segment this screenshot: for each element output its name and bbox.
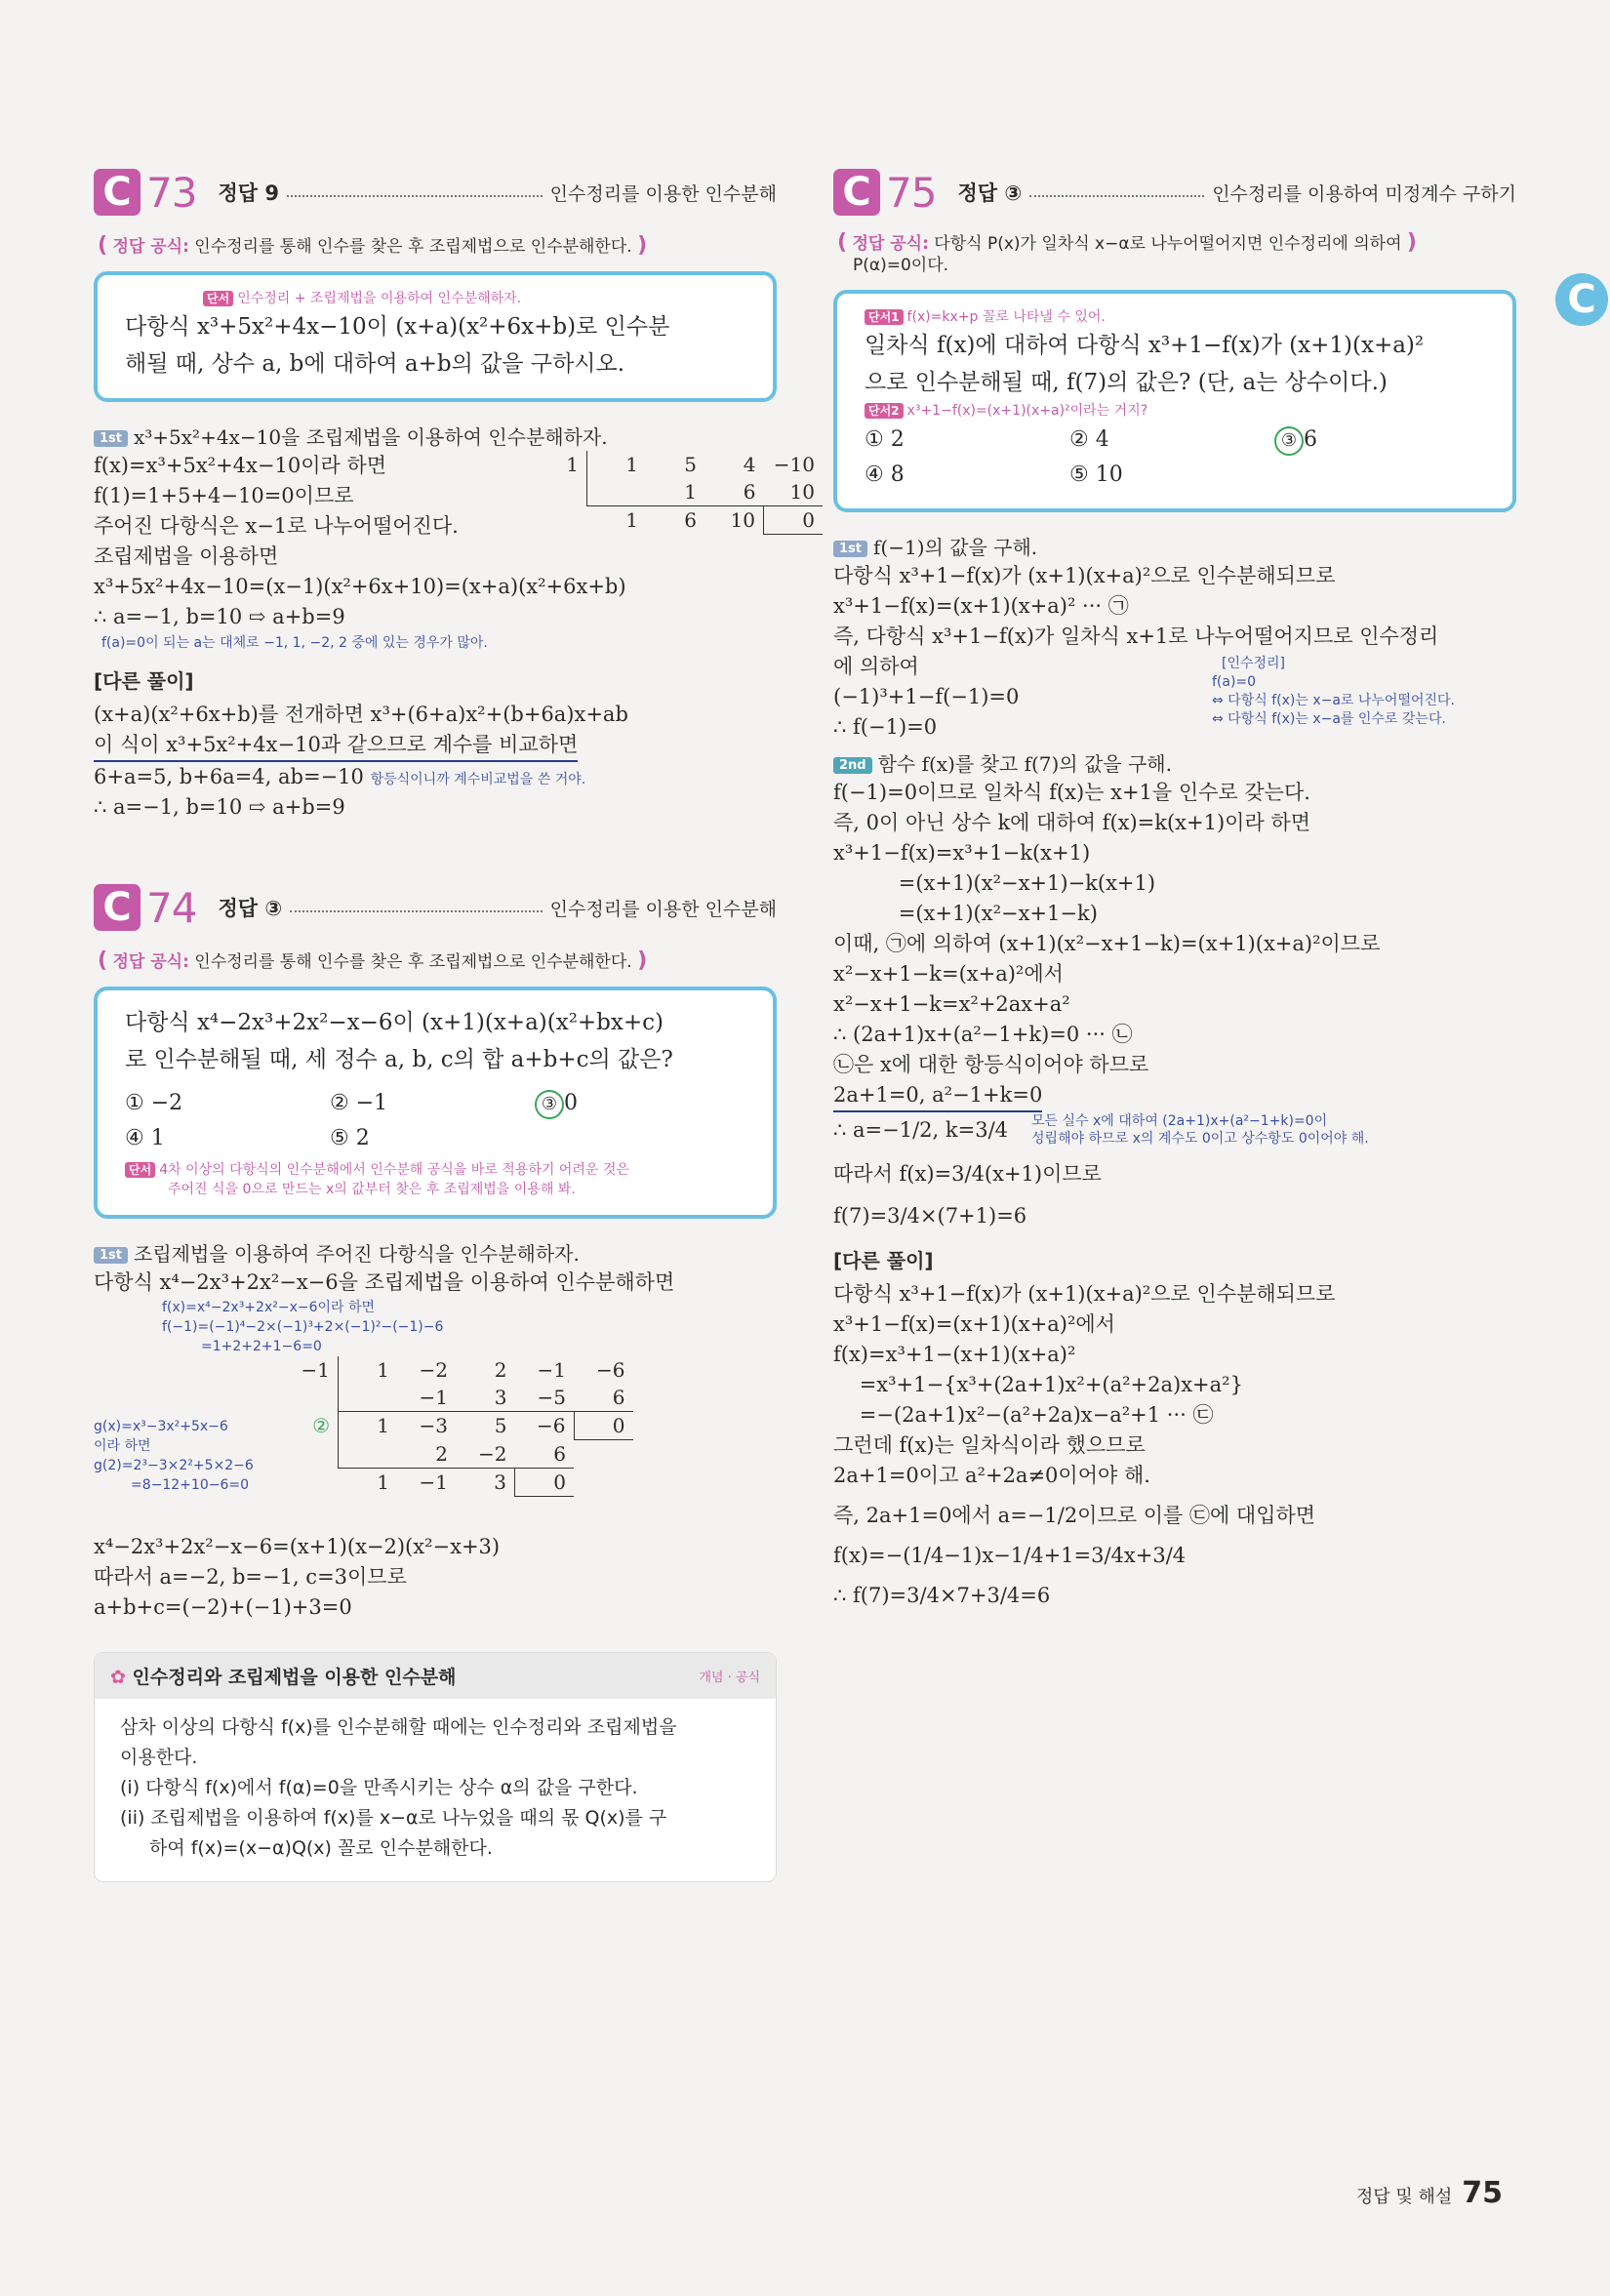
solution-line: x³+1−f(x)=(x+1)(x+a)²에서 <box>833 1312 1115 1336</box>
synthetic-division-area <box>94 1356 777 1532</box>
answer-label: 정답 9 <box>218 181 279 205</box>
choice: ② 4 <box>1069 427 1109 452</box>
answer-formula: ( 정답 공식: 인수정리를 통해 인수를 찾은 후 조립제법으로 인수분해한다. ) <box>98 948 648 973</box>
solution-line: f(x)=−(1/4−1)x−1/4+1=3/4x+3/4 <box>833 1544 1187 1567</box>
solution-line: ∴ a=−1/2, k=3/4 <box>833 1117 1009 1142</box>
step-title: 함수 f(x)를 찾고 f(7)의 값을 구해. <box>877 752 1172 776</box>
synth-cell: 10 <box>730 508 755 533</box>
right-column <box>833 164 1516 1611</box>
synth-cell <box>279 1384 339 1412</box>
choice: ① 2 <box>865 427 905 452</box>
formula-key: 정답 공식: <box>112 952 189 972</box>
concept-title <box>110 1663 456 1689</box>
question-line: 다항식 x⁴−2x³+2x²−x−6이 (x+1)(x+a)(x²+bx+c) <box>125 1010 664 1035</box>
synth-cell <box>528 506 587 535</box>
solution-75-step2 <box>833 778 1516 1231</box>
step-title: x³+5x²+4x−10을 조립제법을 이용하여 인수분해하자. <box>134 425 608 449</box>
solution-line: f(x)=x³+1−(x+1)(x+a)² <box>833 1343 1076 1366</box>
synth-cell: 6 <box>574 1384 633 1412</box>
side-note: f(x)=x⁴−2x³+2x²−x−6이라 하면 <box>162 1300 376 1315</box>
left-column <box>94 164 815 1882</box>
choice-value: 6 <box>1304 427 1317 452</box>
synth-cell: −1 <box>279 1356 339 1384</box>
concept-box <box>94 1652 777 1882</box>
formula-text: 인수정리를 통해 인수를 찾은 후 조립제법으로 인수분해한다. <box>194 237 632 257</box>
problem-number: 75 <box>886 168 937 217</box>
synth-cell: 0 <box>574 1412 633 1440</box>
footer-label: 정답 및 해설 <box>1355 2187 1453 2207</box>
choice-value: 0 <box>564 1091 578 1115</box>
hint-text: x³+1−f(x)=(x+1)(x+a)²이라는 거지? <box>906 403 1148 419</box>
solution-74 <box>94 1268 777 1623</box>
solution-line: f(1)=1+5+4−10=0이므로 <box>94 484 354 507</box>
solution-line: ∴ (2a+1)x+(a²−1+k)=0 ··· ㉡ <box>833 1023 1133 1046</box>
solution-line: a+b+c=(−2)+(−1)+3=0 <box>94 1595 352 1619</box>
synth-cell: 1 <box>377 1358 389 1382</box>
section-c-badge: C <box>1555 273 1608 326</box>
solution-line: ∴ a=−1, b=10 ⇨ a+b=9 <box>94 795 345 819</box>
alt-solution-title: [다른 풀이] <box>833 1249 934 1272</box>
formula-key: 정답 공식: <box>112 237 189 257</box>
synth-cell: −6 <box>537 1414 566 1438</box>
alt-solution-75 <box>833 1279 1516 1611</box>
question-line: 해될 때, 상수 a, b에 대하여 a+b의 값을 구하시오. <box>125 351 625 377</box>
hint <box>203 289 751 308</box>
synth-cell: 0 <box>515 1468 575 1496</box>
side-note-block <box>162 1298 777 1356</box>
problem-number: 73 <box>146 168 197 217</box>
side-note: ⇔ 다항식 f(x)는 x−a를 인수로 갖는다. <box>1212 711 1446 727</box>
answer-choices <box>125 1086 751 1156</box>
answer-choices <box>865 423 1491 493</box>
concept-line: 삼차 이상의 다항식 f(x)를 인수분해할 때에는 인수정리와 조립제법을 <box>120 1716 677 1738</box>
hint-tag: 단서2 <box>865 403 904 419</box>
side-note: 성립해야 하므로 x의 계수도 0이고 상수항도 0이어야 해. <box>1031 1131 1369 1147</box>
choice: ② −1 <box>330 1091 388 1115</box>
side-note-block <box>1031 1112 1369 1148</box>
synth-cell <box>279 1468 339 1496</box>
answer-label: 정답 ③ <box>957 181 1023 205</box>
formula-text: 다항식 P(x)가 일차식 x−α로 나누어떨어지면 인수정리에 의하여 <box>934 234 1402 254</box>
synth-cell: 6 <box>684 508 697 533</box>
correct-mark: ③ <box>535 1090 564 1119</box>
step-title: f(−1)의 값을 구해. <box>873 536 1038 559</box>
question-box-73 <box>94 271 777 402</box>
step-1st <box>94 423 777 451</box>
synth-cell <box>574 1440 633 1469</box>
problem-74-header <box>94 879 777 936</box>
synth-row <box>528 451 823 478</box>
synth-cell: 5 <box>494 1414 507 1438</box>
solution-line: 즉, 2a+1=0에서 a=−1/2이므로 이를 ㉢에 대입하면 <box>833 1504 1316 1527</box>
solution-line: 다항식 x³+1−f(x)가 (x+1)(x+a)²으로 인수분해되므로 <box>833 1282 1336 1306</box>
hint <box>865 307 1491 327</box>
solution-line: 그런데 f(x)는 일차식이라 했으므로 <box>833 1433 1146 1457</box>
side-note: 항등식이니까 계수비교법을 쓴 거야. <box>370 772 586 787</box>
solution-line: x²−x+1−k=(x+a)²에서 <box>833 962 1064 986</box>
synth-cell: −5 <box>515 1384 575 1412</box>
side-note: f(a)=0이 되는 a는 대체로 −1, 1, −2, 2 중에 있는 경우가 많아. <box>101 635 488 651</box>
solution-line: 에 의하여 <box>833 655 919 678</box>
synth-cell: −1 <box>397 1384 456 1412</box>
synth-row <box>279 1356 633 1384</box>
synth-row <box>279 1468 633 1496</box>
choice: ⑤ 2 <box>330 1126 370 1150</box>
hint-text: 주어진 식을 0으로 만드는 x의 값부터 찾은 후 조립제법을 이용해 봐. <box>168 1182 576 1197</box>
solution-75-step1 <box>833 561 1516 743</box>
alt-solution-title: [다른 풀이] <box>94 669 194 693</box>
synth-cell: 5 <box>684 453 697 476</box>
solution-line: x³+5x²+4x−10=(x−1)(x²+6x+10)=(x+a)(x²+6x+b) <box>94 575 626 598</box>
solution-line: 이때, ㉠에 의하여 (x+1)(x²−x+1−k)=(x+1)(x+a)²이므로 <box>833 932 1381 955</box>
side-note: g(x)=x³−3x²+5x−6 <box>94 1419 228 1434</box>
side-note: 모든 실수 x에 대하여 (2a+1)x+(a²−1+k)=0이 <box>1031 1113 1328 1129</box>
synth-row <box>279 1412 633 1440</box>
synth-cell: 4 <box>743 453 756 476</box>
synth-cell: 6 <box>515 1440 575 1469</box>
side-note: f(−1)=(−1)⁴−2×(−1)³+2×(−1)²−(−1)−6 <box>162 1319 444 1335</box>
concept-tag: 개념 · 공식 <box>699 1671 760 1685</box>
hint-text: 인수정리 + 조립제법을 이용하여 인수분해하자. <box>237 291 522 306</box>
step-2nd <box>833 750 1516 778</box>
side-note: =8−12+10−6=0 <box>131 1477 250 1493</box>
solution-line: 따라서 a=−2, b=−1, c=3이므로 <box>94 1565 407 1589</box>
solution-line: 즉, 다항식 x³+1−f(x)가 일차식 x+1로 나누어떨어지므로 인수정리 <box>833 624 1439 648</box>
choice: ⑤ 10 <box>1069 463 1123 487</box>
step-tag: 1st <box>833 541 867 557</box>
concept-line: (i) 다항식 f(x)에서 f(α)=0을 만족시키는 상수 α의 값을 구한다. <box>120 1777 638 1798</box>
synth-cell: 1 <box>377 1470 389 1494</box>
solution-line: 따라서 f(x)=3/4(x+1)이므로 <box>833 1162 1102 1186</box>
side-note-block <box>1212 655 1455 729</box>
synth-cell: −6 <box>596 1358 625 1382</box>
solution-line: 6+a=5, b+6a=4, ab=−10 <box>94 765 364 788</box>
hint-tag: 단서 <box>203 291 233 306</box>
side-note: =1+2+2+1−6=0 <box>201 1339 322 1354</box>
solution-line: 다항식 x⁴−2x³+2x²−x−6을 조립제법을 이용하여 인수분해하면 <box>94 1270 675 1294</box>
solution-line-wrap <box>833 1112 1516 1148</box>
step-tag: 2nd <box>833 757 872 774</box>
question-line: 으로 인수분해될 때, f(7)의 값은? (단, a는 상수이다.) <box>865 370 1388 395</box>
step-1st <box>94 1240 777 1268</box>
page-footer <box>1356 2176 1503 2210</box>
synth-row <box>279 1440 633 1469</box>
hint-line <box>125 1160 751 1180</box>
side-note: ⇔ 다항식 f(x)는 x−a로 나누어떨어진다. <box>1212 693 1456 708</box>
solution-73 <box>94 451 815 652</box>
solution-line: x⁴−2x³+2x²−x−6=(x+1)(x−2)(x²−x+3) <box>94 1535 501 1558</box>
synth-cell: 2 <box>494 1358 507 1382</box>
formula-text: P(α)=0이다. <box>853 256 949 275</box>
solution-line: =x³+1−{x³+(2a+1)x²+(a²+2a)x+a²} <box>833 1373 1243 1396</box>
problem-badge: C <box>94 169 141 216</box>
solution-line: x³+1−f(x)=x³+1−k(x+1) <box>833 841 1091 865</box>
answer-formula: ( 정답 공식: 인수정리를 통해 인수를 찾은 후 조립제법으로 인수분해한다. ) <box>98 233 648 258</box>
synth-cell <box>339 1440 398 1469</box>
hint-text: f(x)=kx+p 꼴로 나타낼 수 있어. <box>906 309 1106 325</box>
side-note: 이라 하면 <box>94 1438 151 1454</box>
problem-75-header <box>833 164 1516 221</box>
correct-mark: ③ <box>1274 426 1304 456</box>
synth-cell <box>279 1440 339 1469</box>
synth-cell: −3 <box>419 1414 448 1438</box>
synth-cell: 1 <box>646 478 704 506</box>
solution-line: (x+a)(x²+6x+b)를 전개하면 x³+(6+a)x²+(b+6a)x+ab <box>94 703 628 726</box>
answer-formula <box>837 232 1516 276</box>
synth-cell: ② <box>279 1412 339 1440</box>
synth-cell <box>587 478 647 506</box>
synth-row <box>528 478 823 506</box>
solution-line: ∴ f(−1)=0 <box>833 715 938 739</box>
synth-cell: 6 <box>704 478 764 506</box>
synth-cell: −10 <box>773 453 815 476</box>
synth-cell: −2 <box>456 1440 515 1469</box>
alt-solution-73 <box>94 700 777 823</box>
choice-correct <box>1274 423 1479 458</box>
page-number: 75 <box>1462 2176 1503 2210</box>
solution-line: 2a+1=0, a²−1+k=0 <box>833 1080 1042 1112</box>
flower-icon: ✿ <box>110 1667 126 1688</box>
step-1st <box>833 534 1516 561</box>
concept-line: 이용한다. <box>120 1747 198 1768</box>
synthetic-division-table <box>279 1356 633 1497</box>
step-tag: 1st <box>94 1247 128 1264</box>
solution-line: f(−1)=0이므로 일차식 f(x)는 x+1을 인수로 갖는다. <box>833 781 1310 804</box>
solution-line: =(x+1)(x²−x+1−k) <box>833 902 1098 925</box>
synth-cell: 3 <box>494 1470 506 1494</box>
solution-line: ∴ f(7)=3/4×7+3/4=6 <box>833 1584 1051 1607</box>
synth-cell: 3 <box>456 1384 515 1412</box>
answer-label: 정답 ③ <box>218 897 283 920</box>
solution-line: (−1)³+1−f(−1)=0 <box>833 685 1020 708</box>
synth-cell: 10 <box>764 478 824 506</box>
leader-dots <box>290 910 543 912</box>
choice: ④ 1 <box>125 1126 165 1150</box>
synth-cell: 1 <box>377 1414 389 1438</box>
formula-text: 인수정리를 통해 인수를 찾은 후 조립제법으로 인수분해한다. <box>194 952 632 972</box>
question-line: 일차식 f(x)에 대하여 다항식 x³+1−f(x)가 (x+1)(x+a)² <box>865 333 1425 358</box>
formula-key: 정답 공식: <box>852 234 929 254</box>
concept-line: (ii) 조립제법을 이용하여 f(x)를 x−α로 나누었을 때의 몫 Q(x)를 구 <box>120 1807 667 1829</box>
problem-badge: C <box>94 884 141 931</box>
choice: ① −2 <box>125 1091 183 1115</box>
problem-number: 74 <box>146 883 197 932</box>
side-note: f(a)=0 <box>1212 674 1257 690</box>
solution-line: x²−x+1−k=x²+2ax+a² <box>833 992 1070 1016</box>
synth-cell: 1 <box>528 451 587 478</box>
question-box-75 <box>833 290 1516 512</box>
synth-cell <box>339 1384 398 1412</box>
formula-line: ( 정답 공식: 다항식 P(x)가 일차식 x−α로 나누어떨어지면 인수정리에 의하여 ) <box>837 230 1417 255</box>
solution-line: 이 식이 x³+5x²+4x−10과 같으므로 계수를 비교하면 <box>94 730 578 762</box>
question-line: 다항식 x³+5x²+4x−10이 (x+a)(x²+6x+b)로 인수분 <box>125 314 670 340</box>
synth-cell <box>574 1468 633 1496</box>
synth-cell: −1 <box>537 1358 566 1382</box>
solution-line: 즉, 0이 아닌 상수 k에 대하여 f(x)=k(x+1)이라 하면 <box>833 811 1310 834</box>
solution-line: 조립제법을 이용하면 <box>94 544 279 568</box>
solution-line: f(x)=x³+5x²+4x−10이라 하면 <box>94 454 387 477</box>
topic-label: 인수정리를 이용하여 미정계수 구하기 <box>1212 182 1516 205</box>
side-note: g(2)=2³−3×2²+5×2−6 <box>94 1458 254 1473</box>
synthetic-division-table <box>528 451 823 535</box>
solution-line: f(7)=3/4×(7+1)=6 <box>833 1204 1027 1228</box>
side-note: [인수정리] <box>1222 656 1286 671</box>
solution-line: ㉡은 x에 대한 항등식이어야 하므로 <box>833 1053 1149 1076</box>
topic-label: 인수정리를 이용한 인수분해 <box>549 182 777 205</box>
solution-line: 다항식 x³+1−f(x)가 (x+1)(x+a)²으로 인수분해되므로 <box>833 564 1336 587</box>
side-note-block <box>94 1417 254 1495</box>
synth-cell: −2 <box>419 1358 448 1382</box>
synth-cell <box>528 478 587 506</box>
hint <box>865 401 1491 421</box>
solution-line: 2a+1=0이고 a²+2a≠0이어야 해. <box>833 1464 1150 1487</box>
synth-cell: 1 <box>625 453 638 476</box>
solution-line-wrap <box>94 762 777 792</box>
hint <box>125 1160 751 1199</box>
hint-tag: 단서 <box>125 1162 155 1178</box>
concept-title-text: 인수정리와 조립제법을 이용한 인수분해 <box>132 1667 457 1688</box>
choice: ④ 8 <box>865 463 905 487</box>
hint-text: 4차 이상의 다항식의 인수분해에서 인수분해 공식을 바로 적용하기 어려운 것은 <box>159 1162 629 1178</box>
synth-row <box>279 1384 633 1412</box>
question-line: 로 인수분해될 때, 세 정수 a, b, c의 합 a+b+c의 값은? <box>125 1047 673 1072</box>
topic-label: 인수정리를 이용한 인수분해 <box>549 898 777 920</box>
problem-badge: C <box>833 169 880 216</box>
synth-cell: 2 <box>397 1440 456 1469</box>
synth-cell: −1 <box>419 1470 448 1494</box>
solution-line: x³+1−f(x)=(x+1)(x+a)² ··· ㉠ <box>833 594 1129 618</box>
choice-correct <box>535 1086 740 1121</box>
step-tag: 1st <box>94 430 128 447</box>
concept-header <box>95 1653 776 1699</box>
step-title: 조립제법을 이용하여 주어진 다항식을 인수분해하자. <box>134 1242 580 1266</box>
hint-tag: 단서1 <box>865 309 904 325</box>
solution-line: =(x+1)(x²−x+1)−k(x+1) <box>833 871 1156 895</box>
solution-line: 주어진 다항식은 x−1로 나누어떨어진다. <box>94 514 459 538</box>
synth-row <box>528 506 823 535</box>
synth-cell: 0 <box>764 506 824 535</box>
concept-line: 하여 f(x)=(x−α)Q(x) 꼴로 인수분해한다. <box>149 1837 493 1859</box>
solution-line: =−(2a+1)x²−(a²+2a)x−a²+1 ··· ㉢ <box>833 1403 1214 1427</box>
leader-dots <box>1029 195 1204 197</box>
concept-body <box>95 1699 776 1881</box>
question-box-74 <box>94 987 777 1219</box>
problem-73-header <box>94 164 777 221</box>
synth-cell: 1 <box>625 508 638 533</box>
leader-dots <box>287 195 543 197</box>
solution-line: ∴ a=−1, b=10 ⇨ a+b=9 <box>94 605 345 628</box>
